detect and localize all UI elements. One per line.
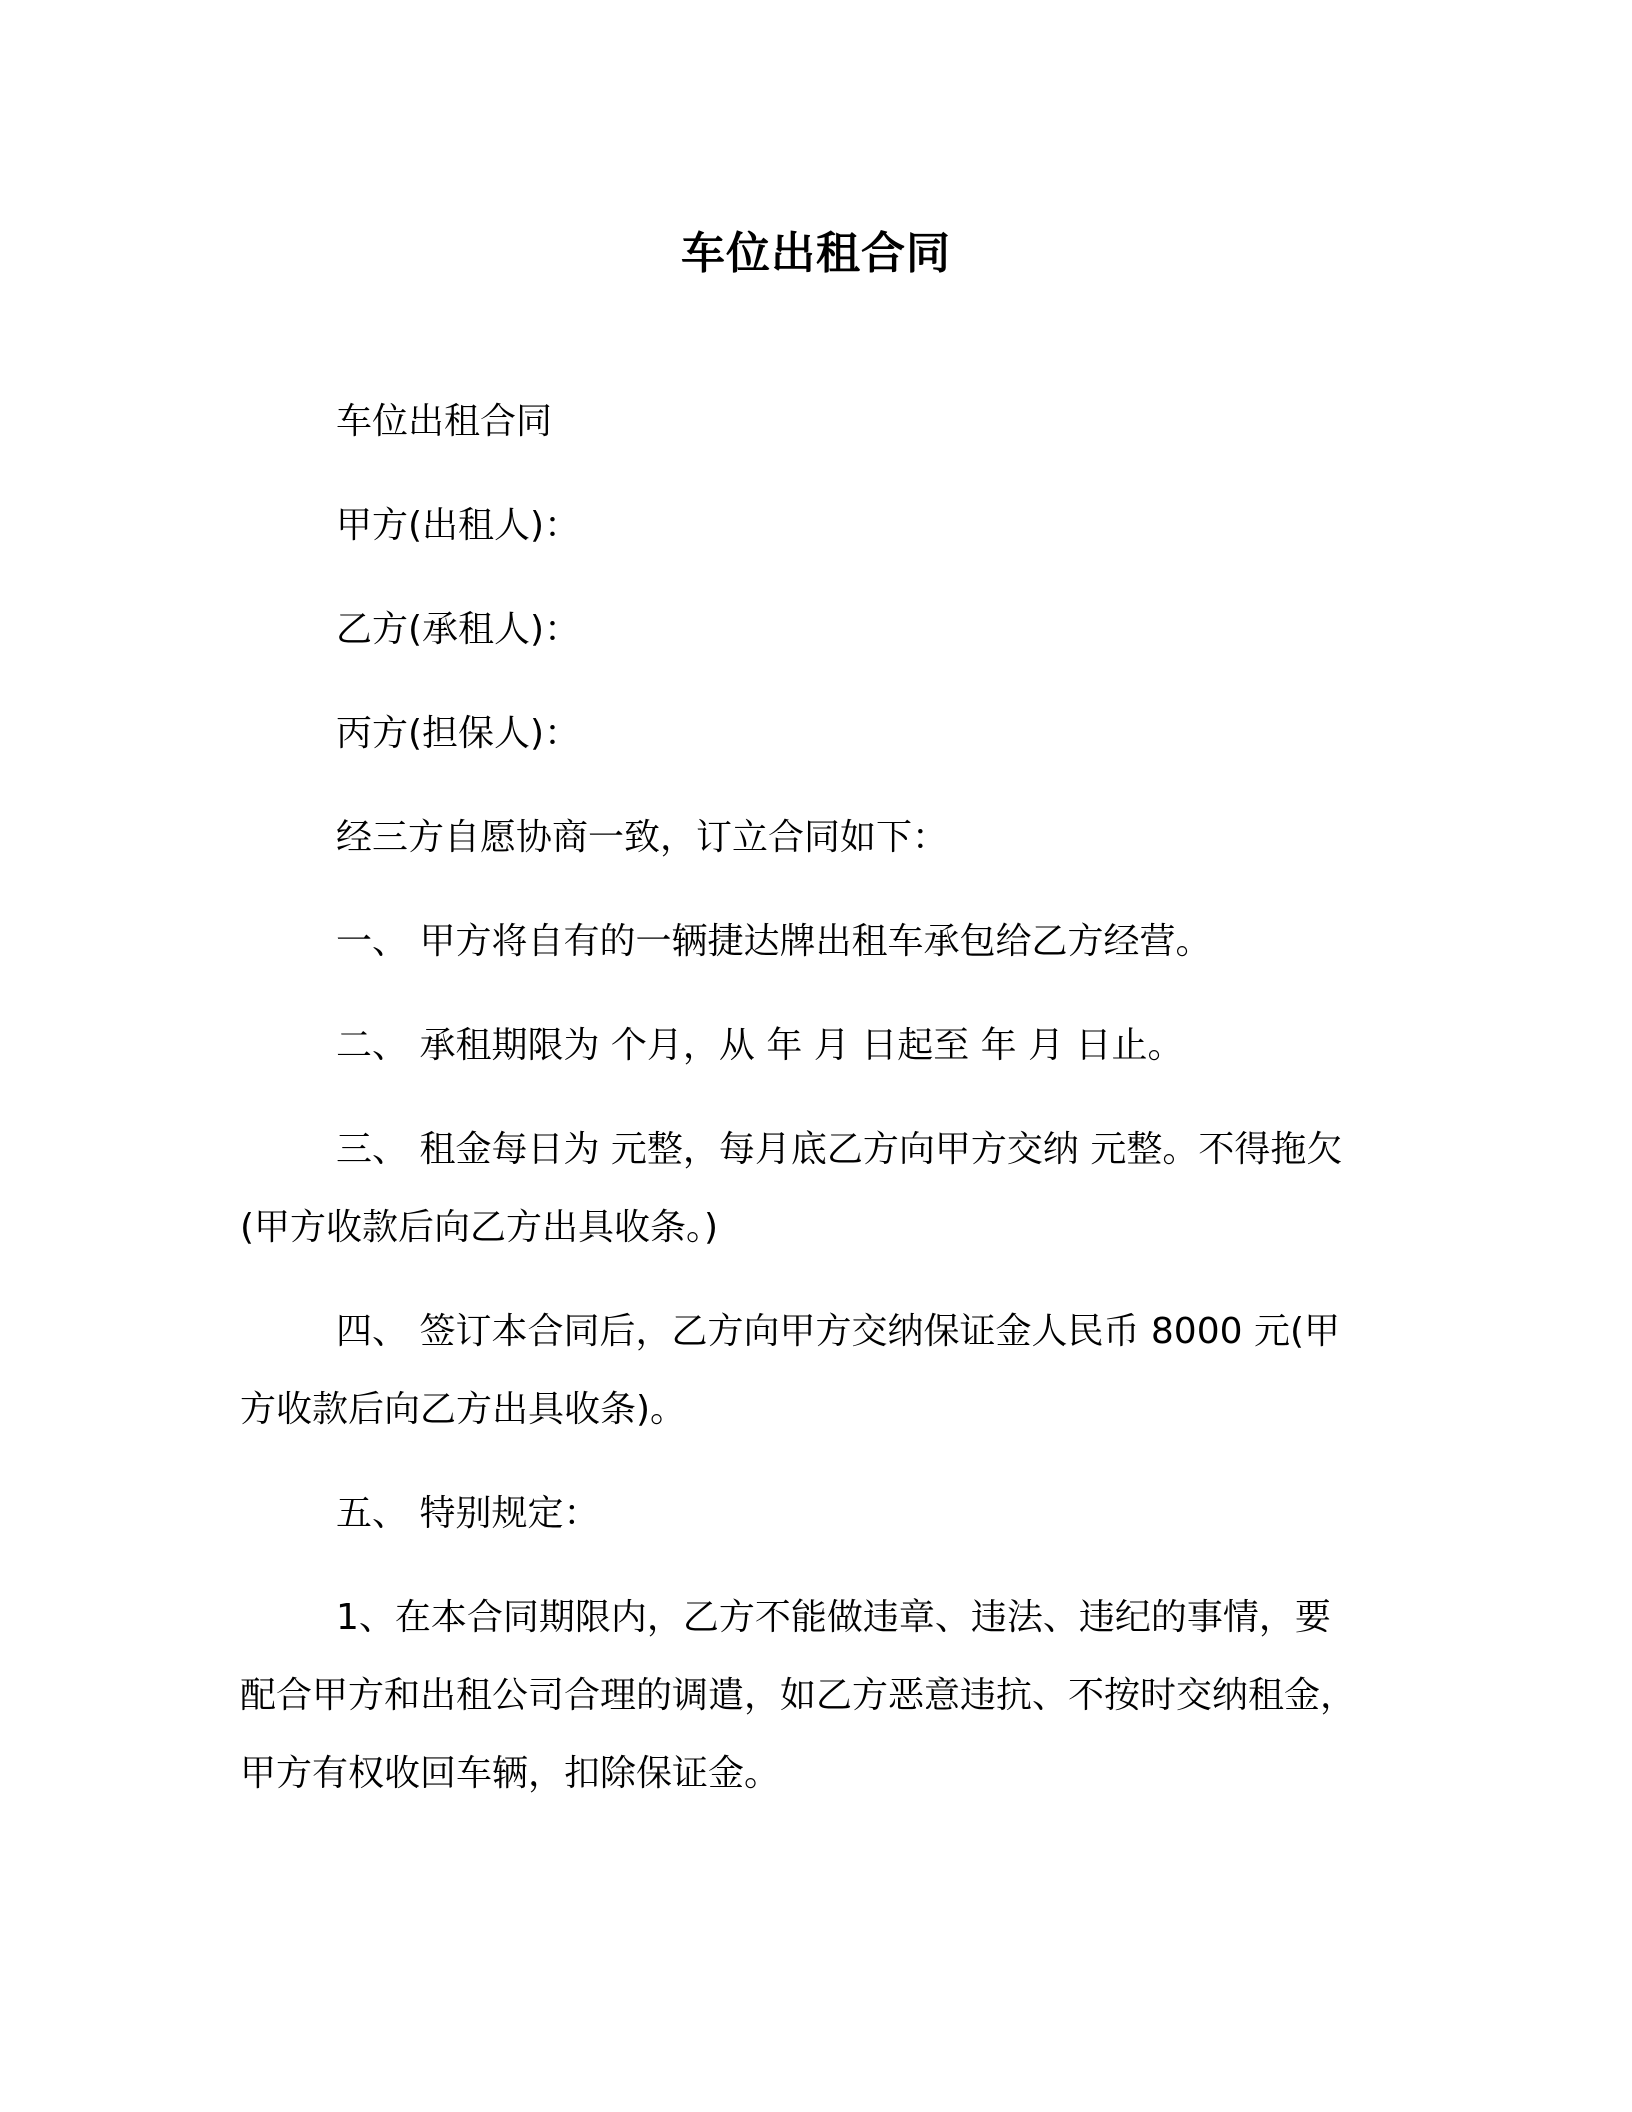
clause-5-1-line-1: 1、在本合同期限内，乙方不能做违章、违法、违纪的事情，要 <box>336 1597 1331 1638</box>
clause-5-1-line-3: 甲方有权收回车辆，扣除保证金。 <box>240 1753 781 1794</box>
clause-2-paragraph: 二、 承租期限为 个月，从 年 月 日起至 年 月 日止。 <box>336 1025 1184 1066</box>
clause-3-line-1: 三、 租金每日为 元整，每月底乙方向甲方交纳 元整。不得拖欠 <box>336 1129 1343 1170</box>
clause-5-paragraph: 五、 特别规定： <box>336 1493 600 1534</box>
agreement-intro-paragraph: 经三方自愿协商一致，订立合同如下： <box>336 817 949 858</box>
clause-4-line-1: 四、 签订本合同后，乙方向甲方交纳保证金人民币 8000 元(甲 <box>336 1311 1340 1352</box>
party-b-paragraph: 乙方(承租人)： <box>336 609 581 650</box>
clause-3-paragraph <box>240 1124 1392 1254</box>
party-c-paragraph: 丙方(担保人)： <box>336 713 581 754</box>
party-a-paragraph: 甲方(出租人)： <box>336 505 581 546</box>
clause-3-line-2: (甲方收款后向乙方出具收条。) <box>240 1207 719 1248</box>
document-body <box>240 396 1392 1852</box>
clause-4-paragraph <box>240 1306 1392 1436</box>
clause-1-paragraph: 一、 甲方将自有的一辆捷达牌出租车承包给乙方经营。 <box>336 921 1212 962</box>
clause-5-1-line-2: 配合甲方和出租公司合理的调遣，如乙方恶意违抗、不按时交纳租金， <box>240 1675 1357 1716</box>
clause-4-line-2: 方收款后向乙方出具收条)。 <box>240 1389 687 1430</box>
document-title: 车位出租合同 <box>681 228 951 279</box>
clause-5-1-paragraph <box>240 1592 1392 1800</box>
subtitle-paragraph: 车位出租合同 <box>336 401 553 442</box>
